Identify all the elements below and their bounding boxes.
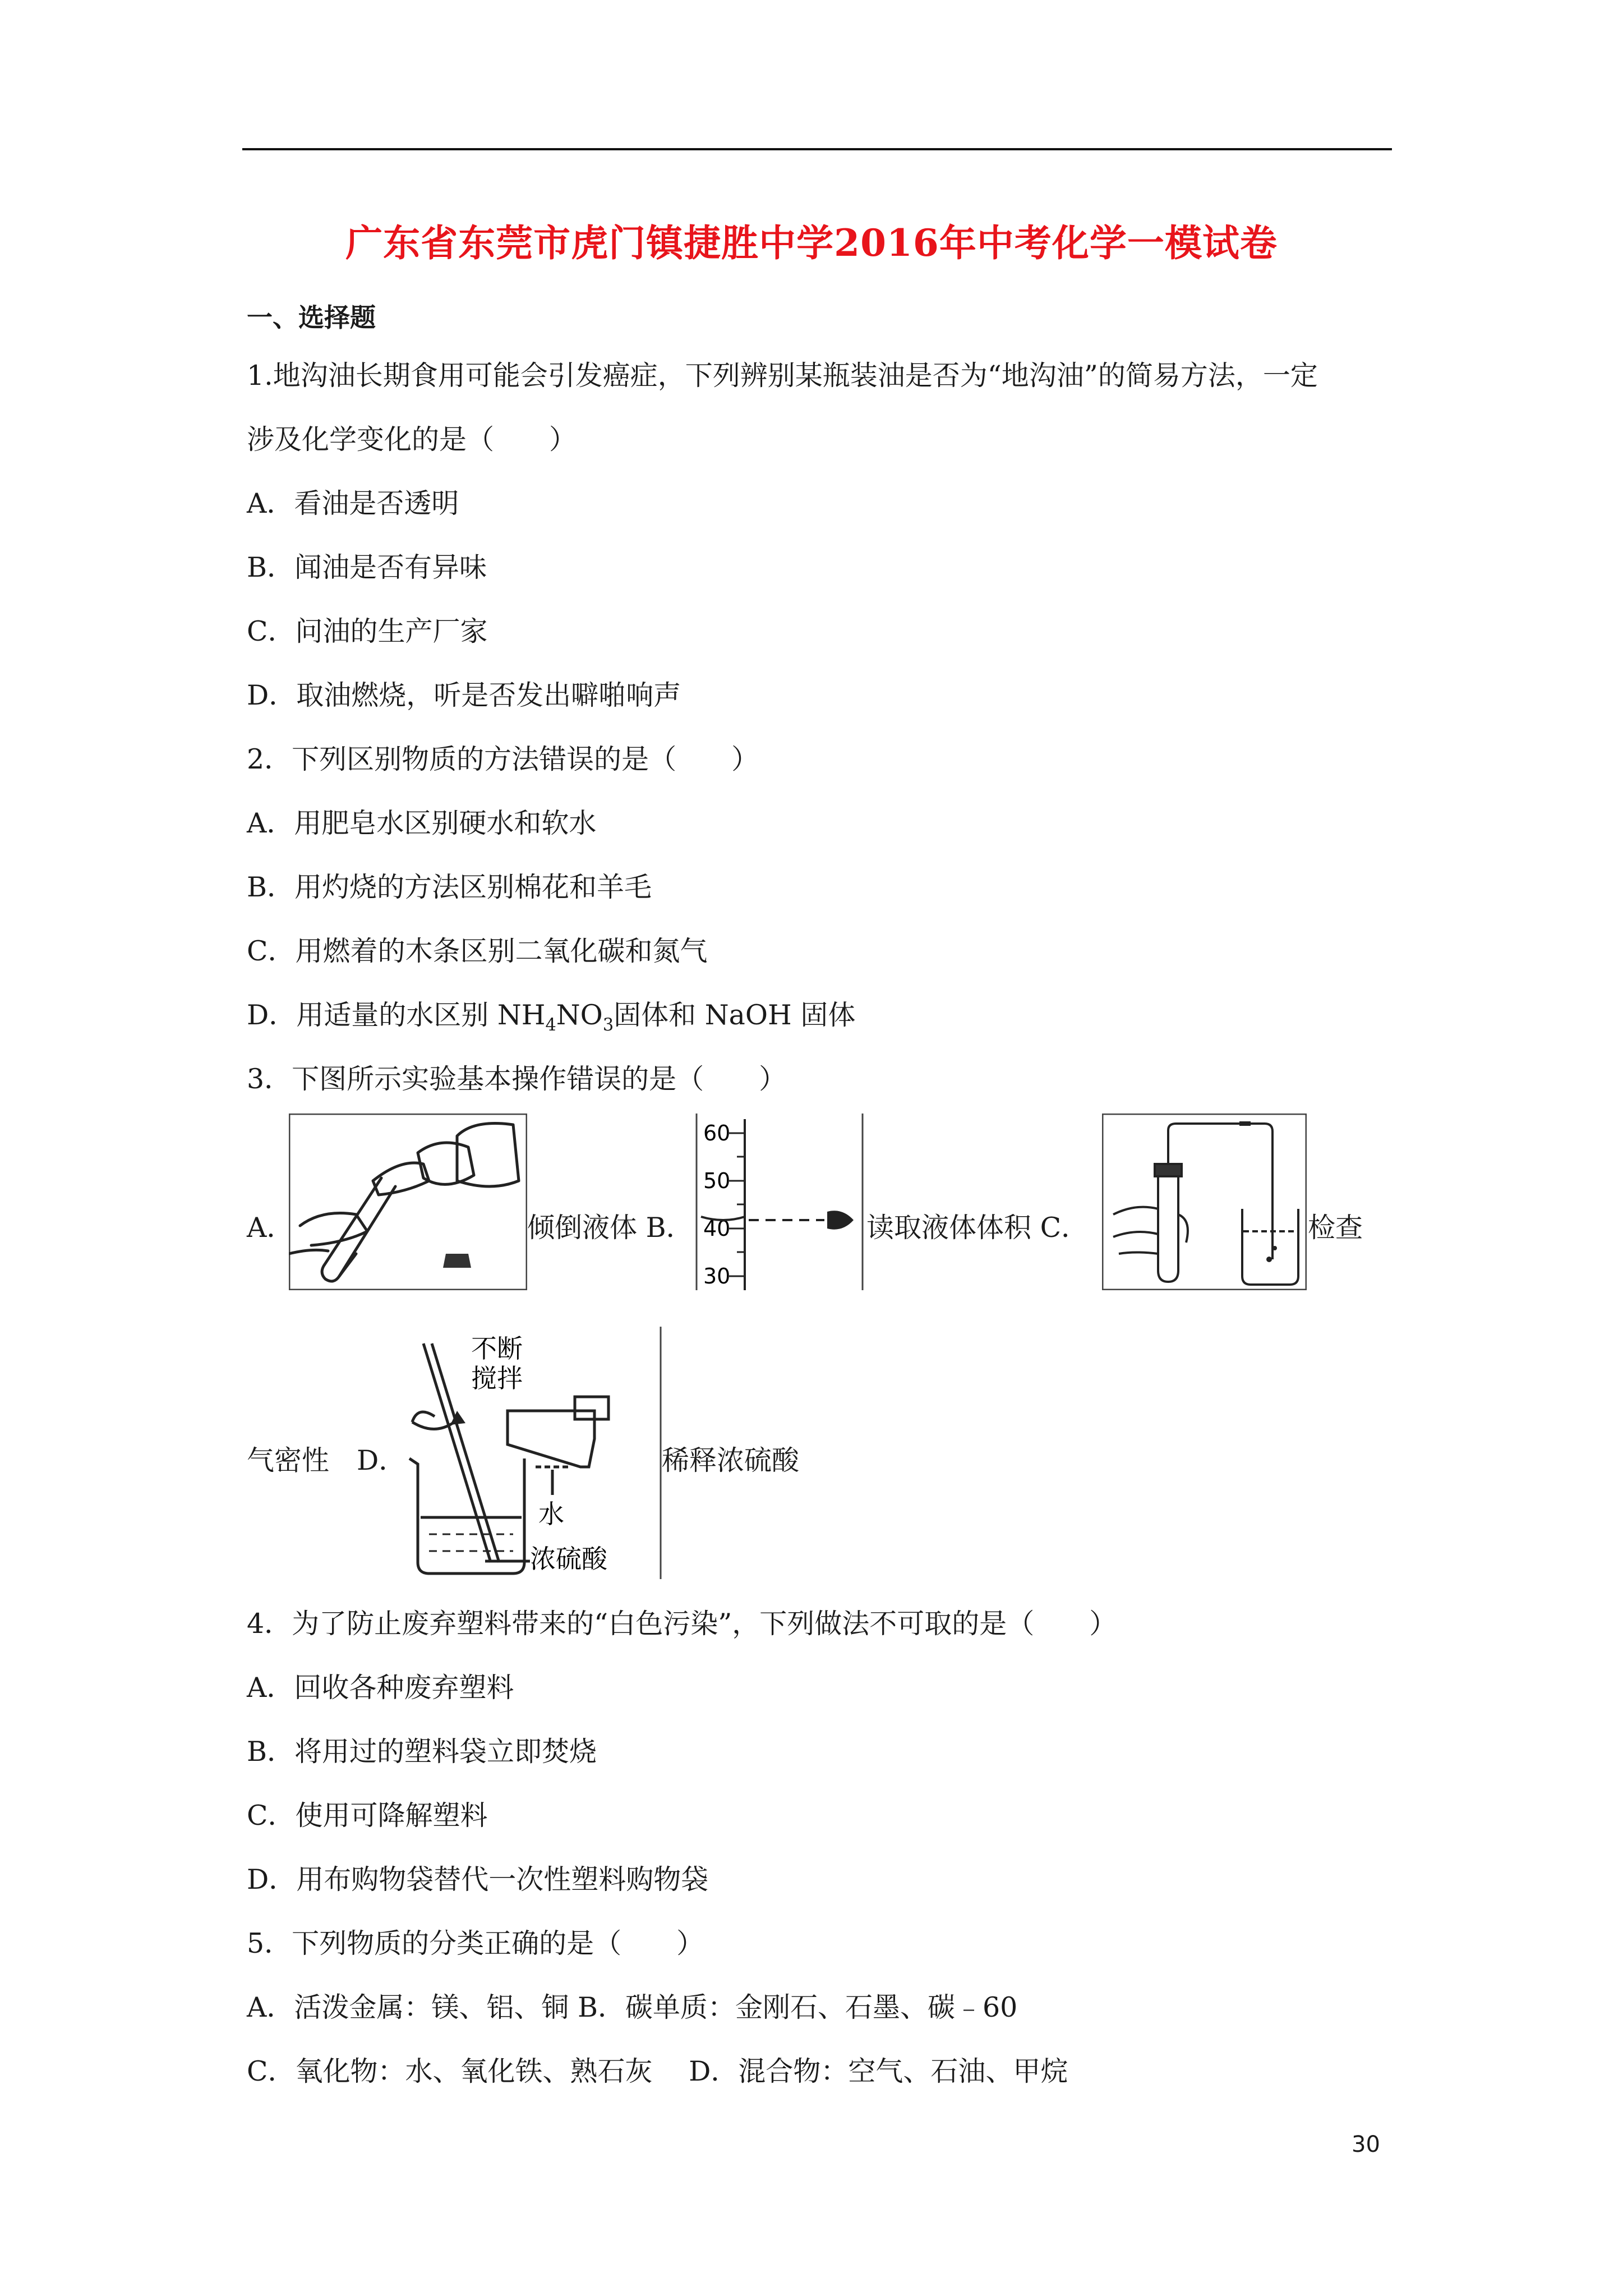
q1-stem-line2: 涉及化学变化的是（ ） [247,424,577,455]
tick-label-50: 50 [703,1168,731,1193]
q5-options-ab: A．活泼金属：镁、铝、铜 B．碳单质：金刚石、石墨、碳﹣60 [247,1991,1018,2023]
q4-option-c: C．使用可降解塑料 [247,1800,488,1832]
q3-a-label: A． [247,1212,294,1244]
q2-d-sub2: 3 [602,1015,614,1035]
q3-a-text: 倾倒液体 B． [527,1212,694,1244]
bubble [1266,1257,1272,1262]
q2-d-text-pre: D．用适量的水区别 NH [247,999,546,1031]
q2-option-c: C．用燃着的木条区别二氧化碳和氮气 [247,935,708,967]
q2-d-text-mid: NO [556,999,603,1031]
cylinder-reading-figure [695,1114,864,1290]
q1-option-a: A．看油是否透明 [247,487,459,519]
stir-label-2: 搅拌 [471,1363,523,1393]
bubble [1272,1246,1277,1250]
q4-option-d: D．用布购物袋替代一次性塑料购物袋 [247,1864,709,1895]
airtightness-check-figure [1102,1114,1307,1290]
eye-icon [827,1211,854,1229]
q3-stem: 3．下图所示实验基本操作错误的是（ ） [247,1063,787,1095]
pour-drawing [289,1124,519,1282]
water-label: 水 [538,1499,564,1529]
dilute-acid-figure [401,1327,662,1579]
cylinder-ticks [729,1133,745,1276]
figure-c-border [1103,1114,1306,1290]
section-heading: 一、选择题 [247,302,376,333]
q1-option-d: D．取油燃烧，听是否发出噼啪响声 [247,679,681,711]
header-rule [242,148,1392,150]
stir-label-1: 不断 [471,1333,523,1364]
q3-b-text: 读取液体体积 C． [866,1212,1089,1244]
q2-option-d [247,999,855,1042]
q3-c-text1: 检查 [1308,1212,1363,1244]
q5-options-cd: C．氧化物：水、氧化铁、熟石灰 D．混合物：空气、石油、甲烷 [247,2055,1068,2087]
page-number: 30 [1352,2132,1380,2157]
q4-option-b: B．将用过的塑料袋立即焚烧 [247,1736,597,1768]
acid-surface-dashes [429,1534,513,1551]
q1-option-c: C．问油的生产厂家 [247,615,488,647]
acid-label: 浓硫酸 [530,1544,607,1574]
q4-stem: 4．为了防止废弃塑料带来的“白色污染”，下列做法不可取的是（ ） [247,1608,1117,1640]
page-title: 广东省东莞市虎门镇捷胜中学2016年中考化学一模试卷 [345,221,1278,265]
q2-option-a: A．用肥皂水区别硬水和软水 [247,807,597,839]
q2-d-text-post: 固体和 NaOH 固体 [614,999,856,1031]
q4-option-a: A．回收各种废弃塑料 [247,1672,514,1704]
bottle-stopper [443,1254,471,1268]
pouring-liquid-figure [289,1114,527,1290]
q1-stem-line1: 1.地沟油长期食用可能会引发癌症，下列辨别某瓶装油是否为“地沟油”的简易方法，一定 [247,360,1318,392]
q3-c-text2: 气密性 D． [247,1444,407,1476]
tick-label-40: 40 [703,1216,731,1241]
q1-option-b: B．闻油是否有异味 [247,551,487,583]
q2-stem: 2．下列区别物质的方法错误的是（ ） [247,743,759,775]
q3-d-text: 稀释浓硫酸 [662,1444,800,1476]
q2-option-b: B．用灼烧的方法区别棉花和羊毛 [247,871,652,903]
q5-stem: 5．下列物质的分类正确的是（ ） [247,1927,704,1959]
q2-d-sub1: 4 [545,1015,556,1035]
tick-label-60: 60 [703,1121,731,1145]
tick-label-30: 30 [703,1264,731,1289]
